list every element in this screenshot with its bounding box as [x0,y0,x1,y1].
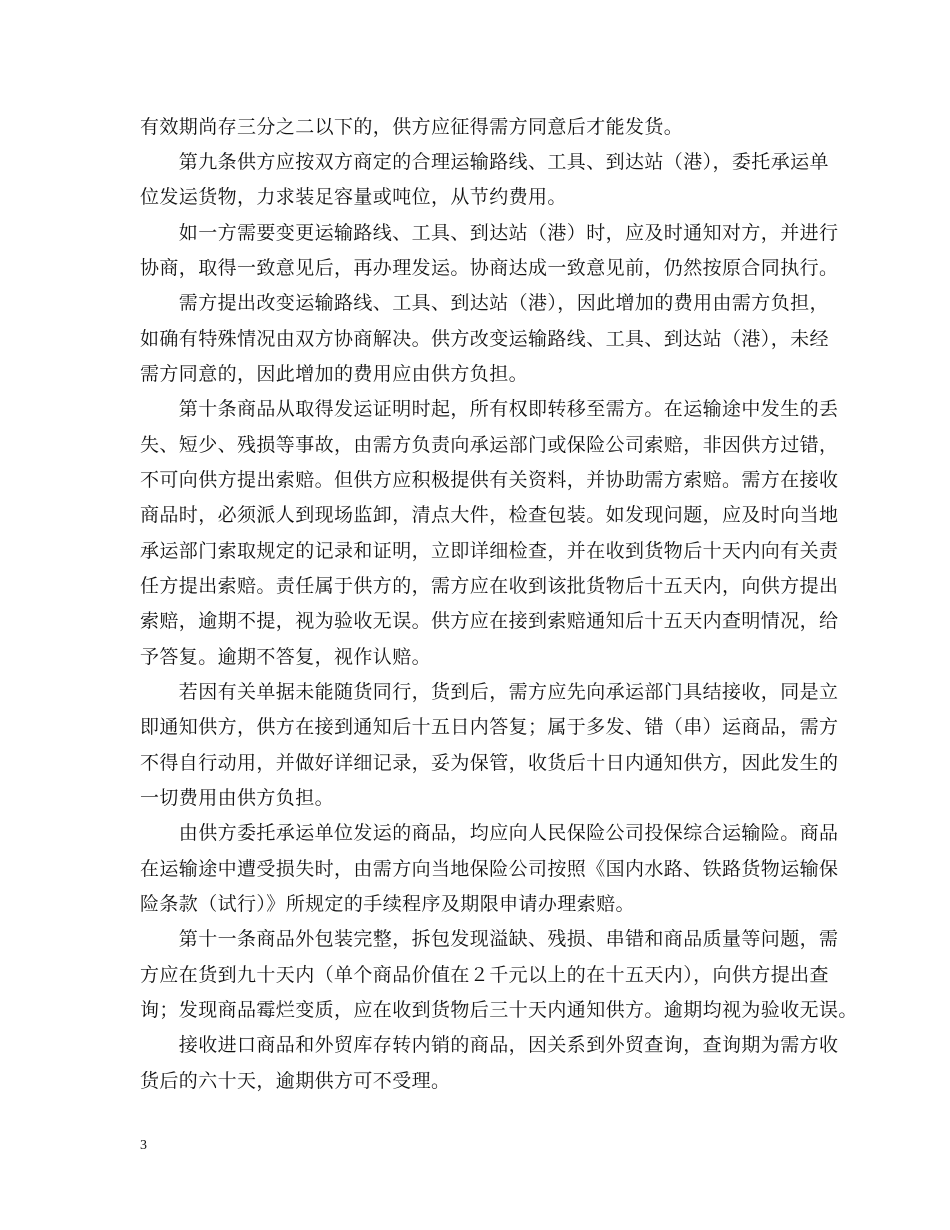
text-line: 协商，取得一致意见后，再办理发运。协商达成一致意见前，仍然按原合同执行。 [140,257,839,279]
text-line: 索赔，逾期不提，视为验收无误。供方应在接到索赔通知后十五天内查明情况，给 [140,610,839,632]
text-line: 第九条供方应按双方商定的合理运输路线、工具、到达站（港），委托承运单 [140,151,829,173]
text-line: 如确有特殊情况由双方协商解决。供方改变运输路线、工具、到达站（港），未经 [140,328,829,350]
text-line: 承运部门索取规定的记录和证明，立即详细检查，并在收到货物后十天内向有关责 [140,540,839,562]
text-line: 第十一条商品外包装完整，拆包发现溢缺、残损、串错和商品质量等问题，需 [140,928,839,950]
text-line: 在运输途中遭受损失时，由需方向当地保险公司按照《国内水路、铁路货物运输保 [140,858,839,880]
text-line: 若因有关单据未能随货同行，货到后，需方应先向承运部门具结接收，同是立 [140,681,839,703]
text-line: 险条款（试行）》所规定的手续程序及期限申请办理索赔。 [140,893,635,915]
text-line: 即通知供方，供方在接到通知后十五日内答复；属于多发、错（串）运商品，需方 [140,716,839,738]
text-line: 一切费用由供方负担。 [140,787,335,809]
text-line: 如一方需要变更运输路线、工具、到达站（港）时，应及时通知对方，并进行 [140,222,839,244]
text-line: 接收进口商品和外贸库存转内销的商品，因关系到外贸查询，查询期为需方收 [140,1034,839,1056]
text-line: 方应在货到九十天内（单个商品价值在２千元以上的在十五天内），向供方提出查 [140,964,829,986]
text-line: 货后的六十天，逾期供方可不受理。 [140,1070,451,1092]
text-line: 询；发现商品霉烂变质，应在收到货物后三十天内通知供方。逾期均视为验收无误。 [140,999,858,1021]
text-line: 予答复。逾期不答复，视作认赔。 [140,646,432,668]
text-line: 有效期尚存三分之二以下的，供方应征得需方同意后才能发货。 [140,116,684,138]
text-line: 失、短少、残损等事故，由需方负责向承运部门或保险公司索赔，非因供方过错， [140,434,839,456]
page-number: 3 [140,1138,147,1153]
text-line: 任方提出索赔。责任属于供方的，需方应在收到该批货物后十五天内，向供方提出 [140,575,839,597]
text-line: 需方提出改变运输路线、工具、到达站（港），因此增加的费用由需方负担， [140,292,829,314]
text-line: 不可向供方提出索赔。但供方应积极提供有关资料，并协助需方索赔。需方在接收 [140,469,839,491]
text-line: 商品时，必须派人到现场监卸，清点大件，检查包装。如发现问题，应及时向当地 [140,504,839,526]
text-line: 不得自行动用，并做好详细记录，妥为保管，收货后十日内通知供方，因此发生的 [140,752,839,774]
text-line: 位发运货物，力求装足容量或吨位，从节约费用。 [140,186,567,208]
text-line: 由供方委托承运单位发运的商品，均应向人民保险公司投保综合运输险。商品 [140,822,839,844]
text-line: 需方同意的，因此增加的费用应由供方负担。 [140,363,529,385]
text-line: 第十条商品从取得发运证明时起，所有权即转移至需方。在运输途中发生的丢 [140,398,839,420]
